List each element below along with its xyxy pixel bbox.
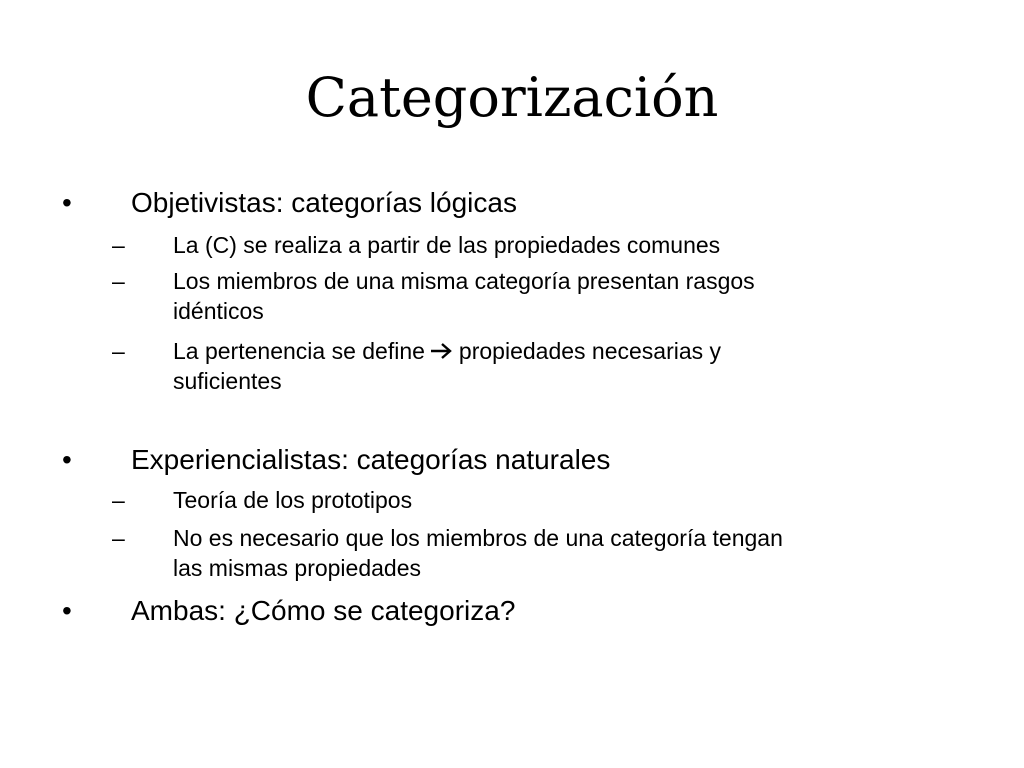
- subitem-text-after-arrow: propiedades necesarias y: [458, 338, 722, 364]
- subitem-text: Teoría de los prototipos: [173, 487, 413, 513]
- dash-marker: –: [112, 487, 125, 513]
- bullet-marker: •: [62, 444, 72, 475]
- arrow-right-icon: [429, 342, 453, 360]
- subitem-text: [173, 336, 721, 366]
- bullet-text: Experiencialistas: categorías naturales: [131, 444, 611, 475]
- subitem-text: La (C) se realiza a partir de las propiedades comunes: [173, 232, 721, 258]
- dash-marker: –: [112, 268, 125, 294]
- subitem-text: suficientes: [173, 368, 282, 394]
- bullet-text: Objetivistas: categorías lógicas: [131, 187, 517, 218]
- dash-marker: –: [112, 338, 125, 364]
- bullet-marker: •: [62, 595, 72, 626]
- subitem-text: idénticos: [173, 298, 264, 324]
- dash-marker: –: [112, 232, 125, 258]
- subitem-text: No es necesario que los miembros de una categoría tengan: [173, 525, 783, 551]
- subitem-text-before-arrow: La pertenencia se define: [173, 338, 425, 364]
- subitem-text: Los miembros de una misma categoría presentan rasgos: [173, 268, 755, 294]
- slide-title: Categorización: [305, 66, 719, 129]
- bullet-marker: •: [62, 187, 72, 218]
- bullet-text: Ambas: ¿Cómo se categoriza?: [131, 595, 516, 626]
- dash-marker: –: [112, 525, 125, 551]
- subitem-text: las mismas propiedades: [173, 555, 422, 581]
